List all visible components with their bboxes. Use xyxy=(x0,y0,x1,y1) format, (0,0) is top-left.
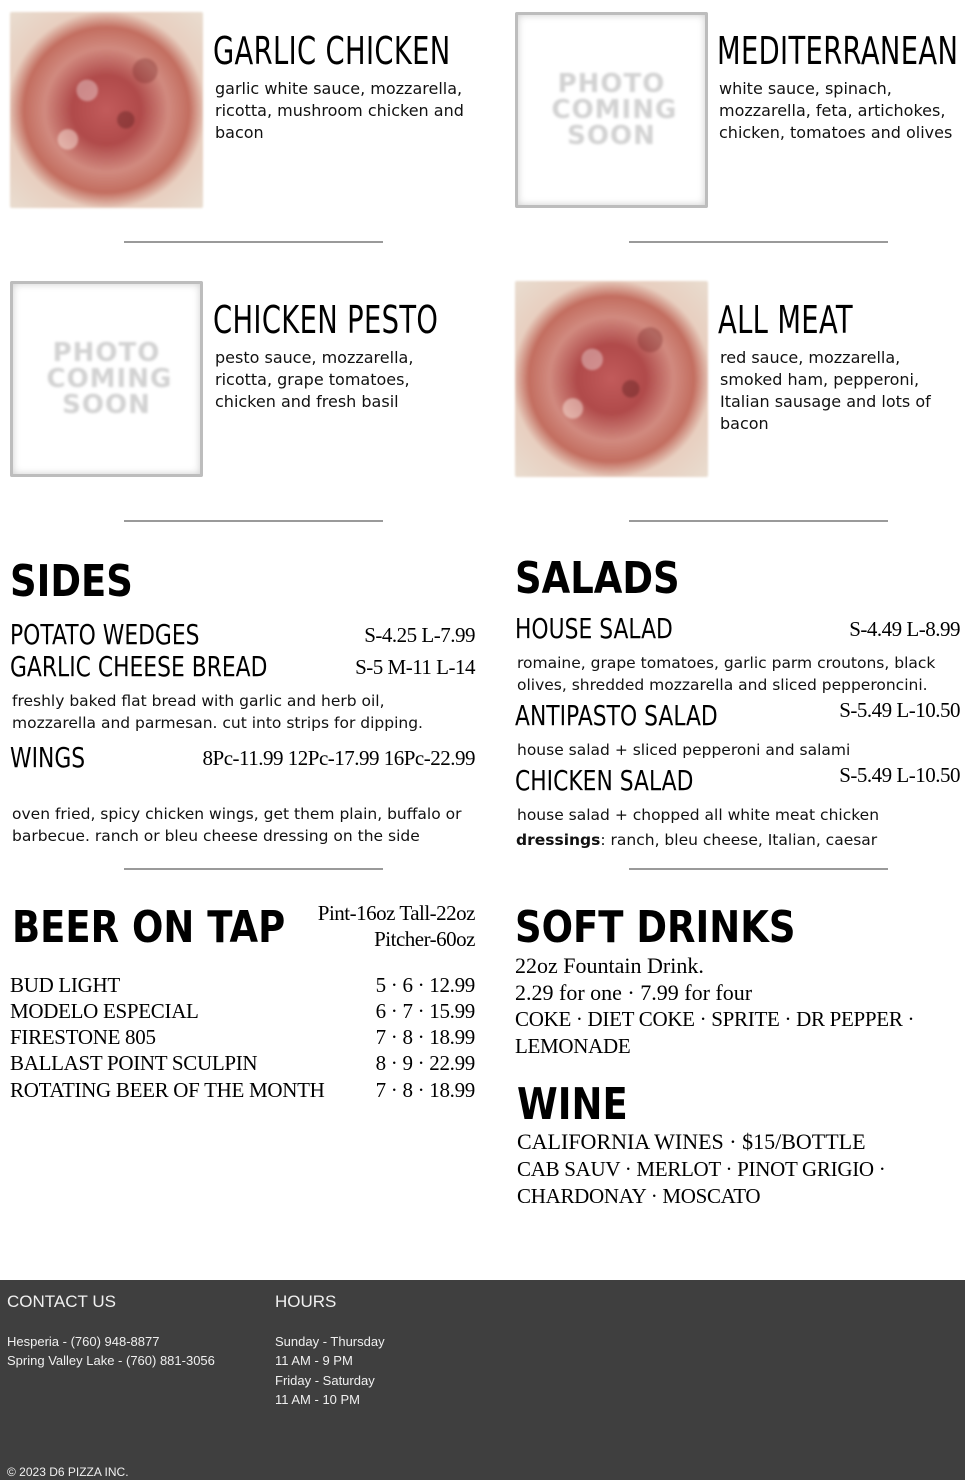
beer-price: 7 · 8 · 18.99 xyxy=(375,1078,475,1102)
pizza-photo xyxy=(515,281,708,477)
contact-svl-phone[interactable]: Spring Valley Lake - (760) 881-3056 xyxy=(7,1353,215,1368)
pizza-description: white sauce, spinach, mozzarella, feta, artichokes, chicken, tomatoes and olives xyxy=(719,79,953,142)
beer-sizes: Pint-16oz Tall-22oz xyxy=(317,901,475,925)
divider xyxy=(629,868,888,870)
beer-name: MODELO ESPECIAL xyxy=(10,999,199,1023)
beer-price: 6 · 7 · 15.99 xyxy=(375,999,475,1023)
wine-heading: WINE xyxy=(517,1079,628,1130)
menu-item-name: POTATO WEDGES xyxy=(10,618,200,651)
wine-price-line: CALIFORNIA WINES · $15/BOTTLE xyxy=(517,1129,866,1154)
divider xyxy=(629,241,888,243)
menu-item-description: house salad + sliced pepperoni and salami xyxy=(517,741,851,759)
pizza-name: CHICKEN PESTO xyxy=(213,298,439,342)
pizza-name: ALL MEAT xyxy=(718,298,853,342)
contact-title: CONTACT US xyxy=(7,1292,116,1311)
pizza-description: garlic white sauce, mozzarella, ricotta, mushroom chicken and bacon xyxy=(215,79,464,142)
menu-item-name: GARLIC CHEESE BREAD xyxy=(10,650,268,683)
dressings-label: dressings xyxy=(516,831,601,849)
dressings-line xyxy=(516,829,956,851)
placeholder-text: PHOTO COMING SOON xyxy=(551,69,678,151)
hours-line: 11 AM - 10 PM xyxy=(275,1392,361,1407)
menu-item-name: WINGS xyxy=(10,741,86,774)
beer-name: FIRESTONE 805 xyxy=(10,1025,156,1049)
salads-heading: SALADS xyxy=(515,553,680,604)
wine-varieties: CAB SAUV · MERLOT · PINOT GRIGIO · xyxy=(517,1157,886,1181)
hours-title: HOURS xyxy=(275,1292,337,1311)
dressings-text: : ranch, bleu cheese, Italian, caesar xyxy=(600,831,878,849)
divider xyxy=(629,520,888,522)
pizza-description: red sauce, mozzarella, smoked ham, pepperoni, Italian sausage and lots of bacon xyxy=(720,348,931,433)
soft-drinks-heading: SOFT DRINKS xyxy=(515,902,796,953)
hours-line: Sunday - Thursday xyxy=(275,1334,385,1349)
divider xyxy=(124,868,383,870)
beer-price: 5 · 6 · 12.99 xyxy=(375,973,475,997)
divider xyxy=(124,241,383,243)
menu-item-description: oven fried, spicy chicken wings, get them plain, buffalo or barbecue. ranch or bleu cheese dressing on the side xyxy=(12,805,462,845)
fountain-drink-price: 2.29 for one · 7.99 for four xyxy=(515,980,753,1005)
menu-item-description: freshly baked flat bread with garlic and herb oil, mozzarella and parmesan. cut into strips for dipping. xyxy=(12,692,423,732)
contact-hesperia-phone[interactable]: Hesperia - (760) 948-8877 xyxy=(7,1334,160,1349)
beer-name: BUD LIGHT xyxy=(10,973,120,997)
sides-heading: SIDES xyxy=(10,556,133,607)
site-footer xyxy=(0,1280,965,1480)
divider xyxy=(124,520,383,522)
placeholder-text: PHOTO COMING SOON xyxy=(46,338,173,420)
copyright: © 2023 D6 PIZZA INC. xyxy=(7,1465,129,1479)
menu-item-price: S-4.49 L-8.99 xyxy=(849,617,960,641)
menu-item-price: S-5.49 L-10.50 xyxy=(839,763,960,787)
photo-coming-soon-placeholder xyxy=(10,281,203,477)
beer-price: 8 · 9 · 22.99 xyxy=(375,1051,475,1075)
pizza-name: MEDITERRANEAN xyxy=(717,29,959,73)
beer-name: BALLAST POINT SCULPIN xyxy=(10,1051,258,1075)
photo-coming-soon-placeholder xyxy=(515,12,708,208)
menu-item-name: ANTIPASTO SALAD xyxy=(515,699,718,732)
wine-varieties: CHARDONAY · MOSCATO xyxy=(517,1184,761,1208)
beer-name: ROTATING BEER OF THE MONTH xyxy=(10,1078,325,1102)
soda-flavors: LEMONADE xyxy=(515,1034,631,1058)
hours-line: 11 AM - 9 PM xyxy=(275,1353,353,1368)
fountain-drink-line: 22oz Fountain Drink. xyxy=(515,953,704,978)
menu-item-description: romaine, grape tomatoes, garlic parm croutons, black olives, shredded mozzarella and sliced pepperoncini. xyxy=(517,654,936,694)
beer-heading: BEER ON TAP xyxy=(12,902,286,953)
menu-item-name: HOUSE SALAD xyxy=(515,612,673,645)
menu-item-price: S-5.49 L-10.50 xyxy=(839,698,960,722)
pizza-description: pesto sauce, mozzarella, ricotta, grape tomatoes, chicken and fresh basil xyxy=(215,348,414,411)
menu-item-name: CHICKEN SALAD xyxy=(515,764,694,797)
pizza-photo xyxy=(10,12,203,208)
beer-sizes: Pitcher-60oz xyxy=(374,927,475,951)
beer-price: 7 · 8 · 18.99 xyxy=(375,1025,475,1049)
menu-item-description: house salad + chopped all white meat chicken xyxy=(517,806,880,824)
menu-item-price: S-5 M-11 L-14 xyxy=(355,655,475,679)
soda-flavors: COKE · DIET COKE · SPRITE · DR PEPPER · xyxy=(515,1007,915,1031)
pizza-name: GARLIC CHICKEN xyxy=(213,29,451,73)
hours-line: Friday - Saturday xyxy=(275,1373,375,1388)
menu-item-price: S-4.25 L-7.99 xyxy=(364,623,475,647)
menu-item-price: 8Pc-11.99 12Pc-17.99 16Pc-22.99 xyxy=(202,746,475,770)
